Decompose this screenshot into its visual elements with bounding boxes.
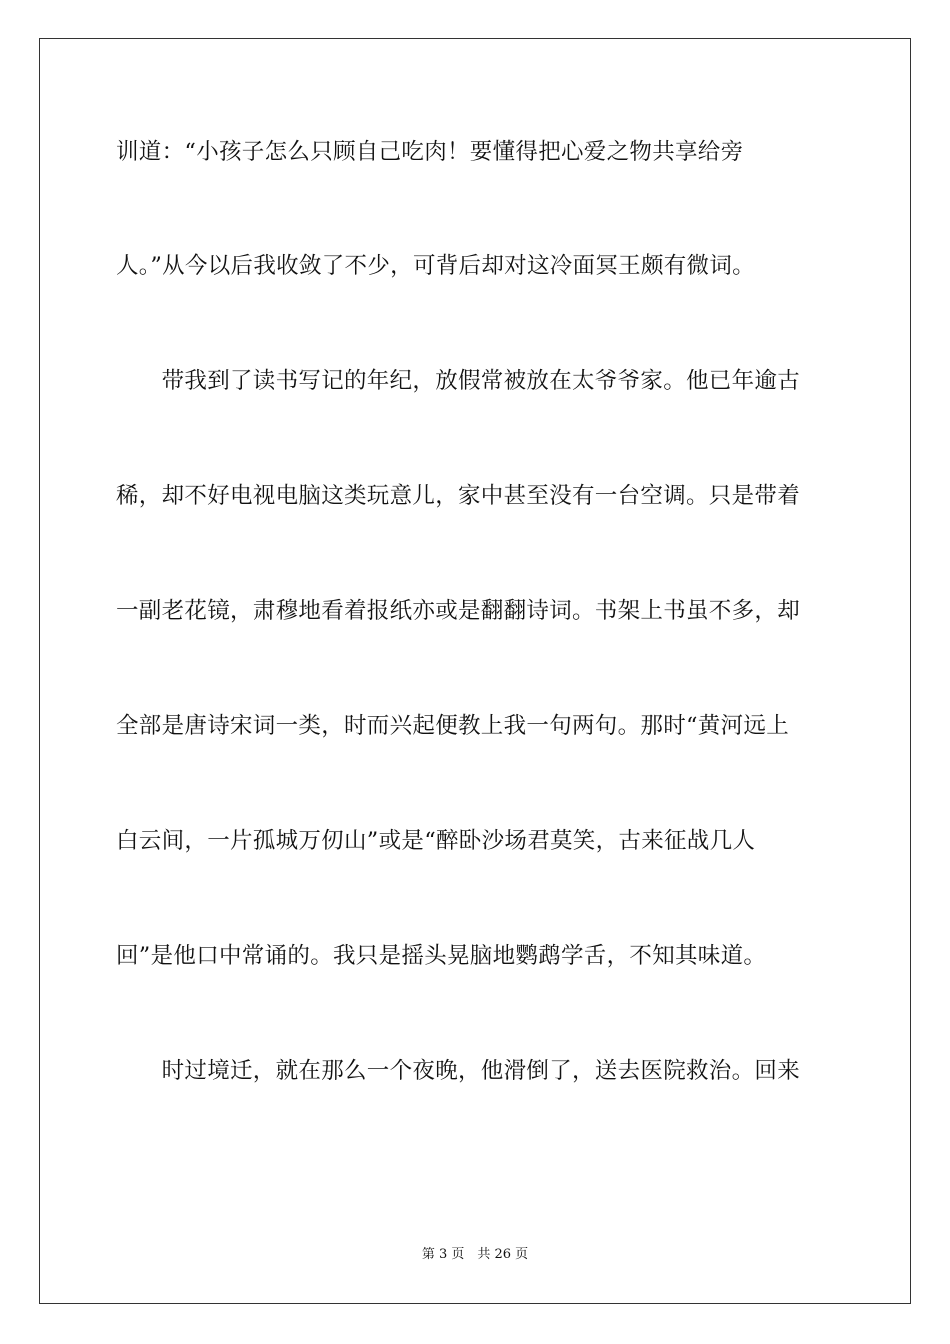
- text-line: 白云间，一片孤城万仞山”或是“醉卧沙场君莫笑，古来征战几人: [116, 828, 756, 854]
- text-line: 人。”从今以后我收敛了不少，可背后却对这冷面冥王颇有微词。: [116, 253, 755, 279]
- text-line: 回”是他口中常诵的。我只是摇头晃脑地鹦鹉学舌，不知其味道。: [116, 943, 767, 969]
- text-line: 训道：“小孩子怎么只顾自己吃肉！要懂得把心爱之物共享给旁: [116, 139, 744, 165]
- page-number-footer: 第 3 页 共 26 页: [421, 1247, 529, 1262]
- page-border: [39, 38, 911, 1304]
- text-line: 稀，却不好电视电脑这类玩意儿，家中甚至没有一台空调。只是带着: [116, 483, 801, 509]
- text-line: 一副老花镜，肃穆地看着报纸亦或是翻翻诗词。书架上书虽不多，却: [116, 598, 801, 624]
- text-line: 全部是唐诗宋词一类，时而兴起便教上我一句两句。那时“黄河远上: [116, 713, 790, 739]
- text-line: 时过境迁，就在那么一个夜晚，他滑倒了，送去医院救治。回来: [116, 1058, 801, 1084]
- text-line: 带我到了读书写记的年纪，放假常被放在太爷爷家。他已年逾古: [116, 368, 801, 394]
